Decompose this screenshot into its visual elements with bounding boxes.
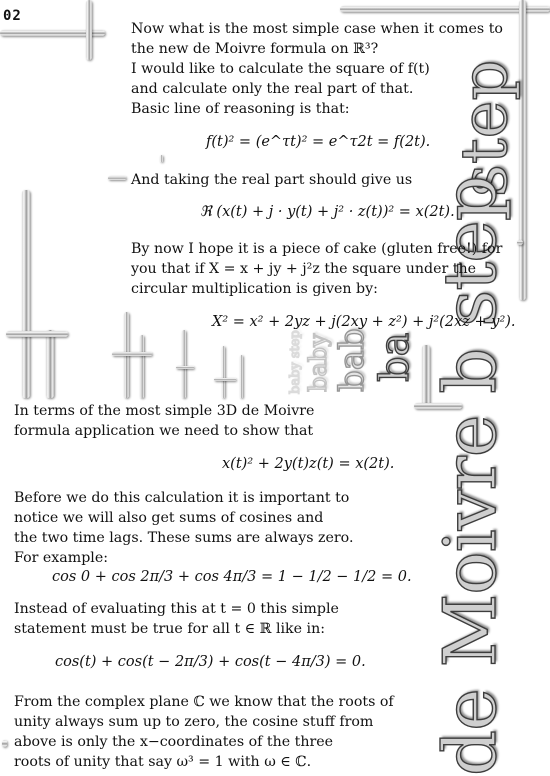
- decor-word-step: step: [448, 59, 522, 197]
- text-line: the new de Moivre formula on ℝ³?: [131, 41, 379, 57]
- equation-4: x(t)² + 2y(t)z(t) = x(2t).: [222, 456, 395, 472]
- decor-bar-mid-v5: [240, 355, 243, 398]
- text-line: Instead of evaluating this at t = 0 this simple: [14, 601, 339, 617]
- decor-dash-2: [2, 740, 7, 747]
- decor-bar-mid-h: [112, 352, 152, 356]
- text-line: the two time lags. These sums are always zero.: [14, 530, 354, 546]
- text-line: and calculate only the real part of that.: [131, 81, 414, 97]
- decor-word-baby-step: baby step: [288, 330, 303, 394]
- text-line: In terms of the most simple 3D de Moivre: [14, 403, 315, 419]
- text-line: Before we do this calculation it is important to: [14, 490, 350, 506]
- page-number: 02: [3, 8, 22, 24]
- text-line: Now what is the most simple case when it comes to: [131, 21, 503, 37]
- text-line: I would like to calculate the square of f(t): [131, 61, 430, 77]
- decor-dot: [160, 155, 163, 162]
- text-line: you that if X = x + jy + j²z the square under the: [131, 261, 476, 277]
- decor-word-baby: baby: [304, 333, 332, 392]
- text-line: formula application we need to show that: [14, 423, 314, 439]
- decor-word-ba: ba: [372, 332, 418, 382]
- text-line: above is only the x−coordinates of the three: [14, 734, 334, 750]
- decor-bar-mid-v3: [182, 330, 186, 398]
- text-line: circular multiplication is given by:: [131, 281, 378, 297]
- decor-dash-1: [108, 176, 126, 180]
- decor-bar-mid-v2: [140, 335, 144, 398]
- decor-bar-left-h: [6, 331, 68, 337]
- vertical-title: de Moivre b step: [428, 176, 512, 776]
- equation-1: f(t)² = (e^τt)² = e^τ2t = f(2t).: [206, 134, 431, 150]
- text-line: unity always sum up to zero, the cosine stuff from: [14, 714, 374, 730]
- decor-dash-3: [517, 240, 523, 245]
- decor-bar-left-v2: [46, 330, 54, 398]
- text-line: notice we will also get sums of cosines and: [14, 510, 324, 526]
- decor-bar-topleft-v: [86, 0, 92, 60]
- equation-2: ℜ (x(t) + j · y(t) + j² · z(t))² = x(2t).: [200, 204, 455, 220]
- text-line: For example:: [14, 550, 109, 566]
- text-line: roots of unity that say ω³ = 1 with ω ∈ ℂ.: [14, 754, 312, 770]
- equation-6: cos(t) + cos(t − 2π/3) + cos(t − 4π/3) = 0.: [55, 654, 366, 670]
- equation-3: X² = x² + 2yz + j(2xy + z²) + j²(2xz + y²).: [212, 314, 516, 330]
- decor-word-bab: bab: [332, 328, 372, 392]
- text-line: Basic line of reasoning is that:: [131, 101, 350, 117]
- decor-bar-mid-v4: [222, 346, 225, 398]
- decor-bar-mid-h3: [214, 378, 236, 381]
- text-line: From the complex plane ℂ we know that the roots of: [14, 694, 394, 710]
- equation-5: cos 0 + cos 2π/3 + cos 4π/3 = 1 − 1/2 − 1/2 = 0.: [52, 569, 412, 585]
- text-line: And taking the real part should give us: [131, 172, 413, 188]
- decor-bar-mid-h2: [176, 366, 194, 369]
- decor-bar-left-v1: [22, 190, 30, 398]
- text-line: statement must be true for all t ∈ ℝ like in:: [14, 621, 326, 637]
- text-line: By now I hope it is a piece of cake (gluten free!) for: [131, 241, 503, 257]
